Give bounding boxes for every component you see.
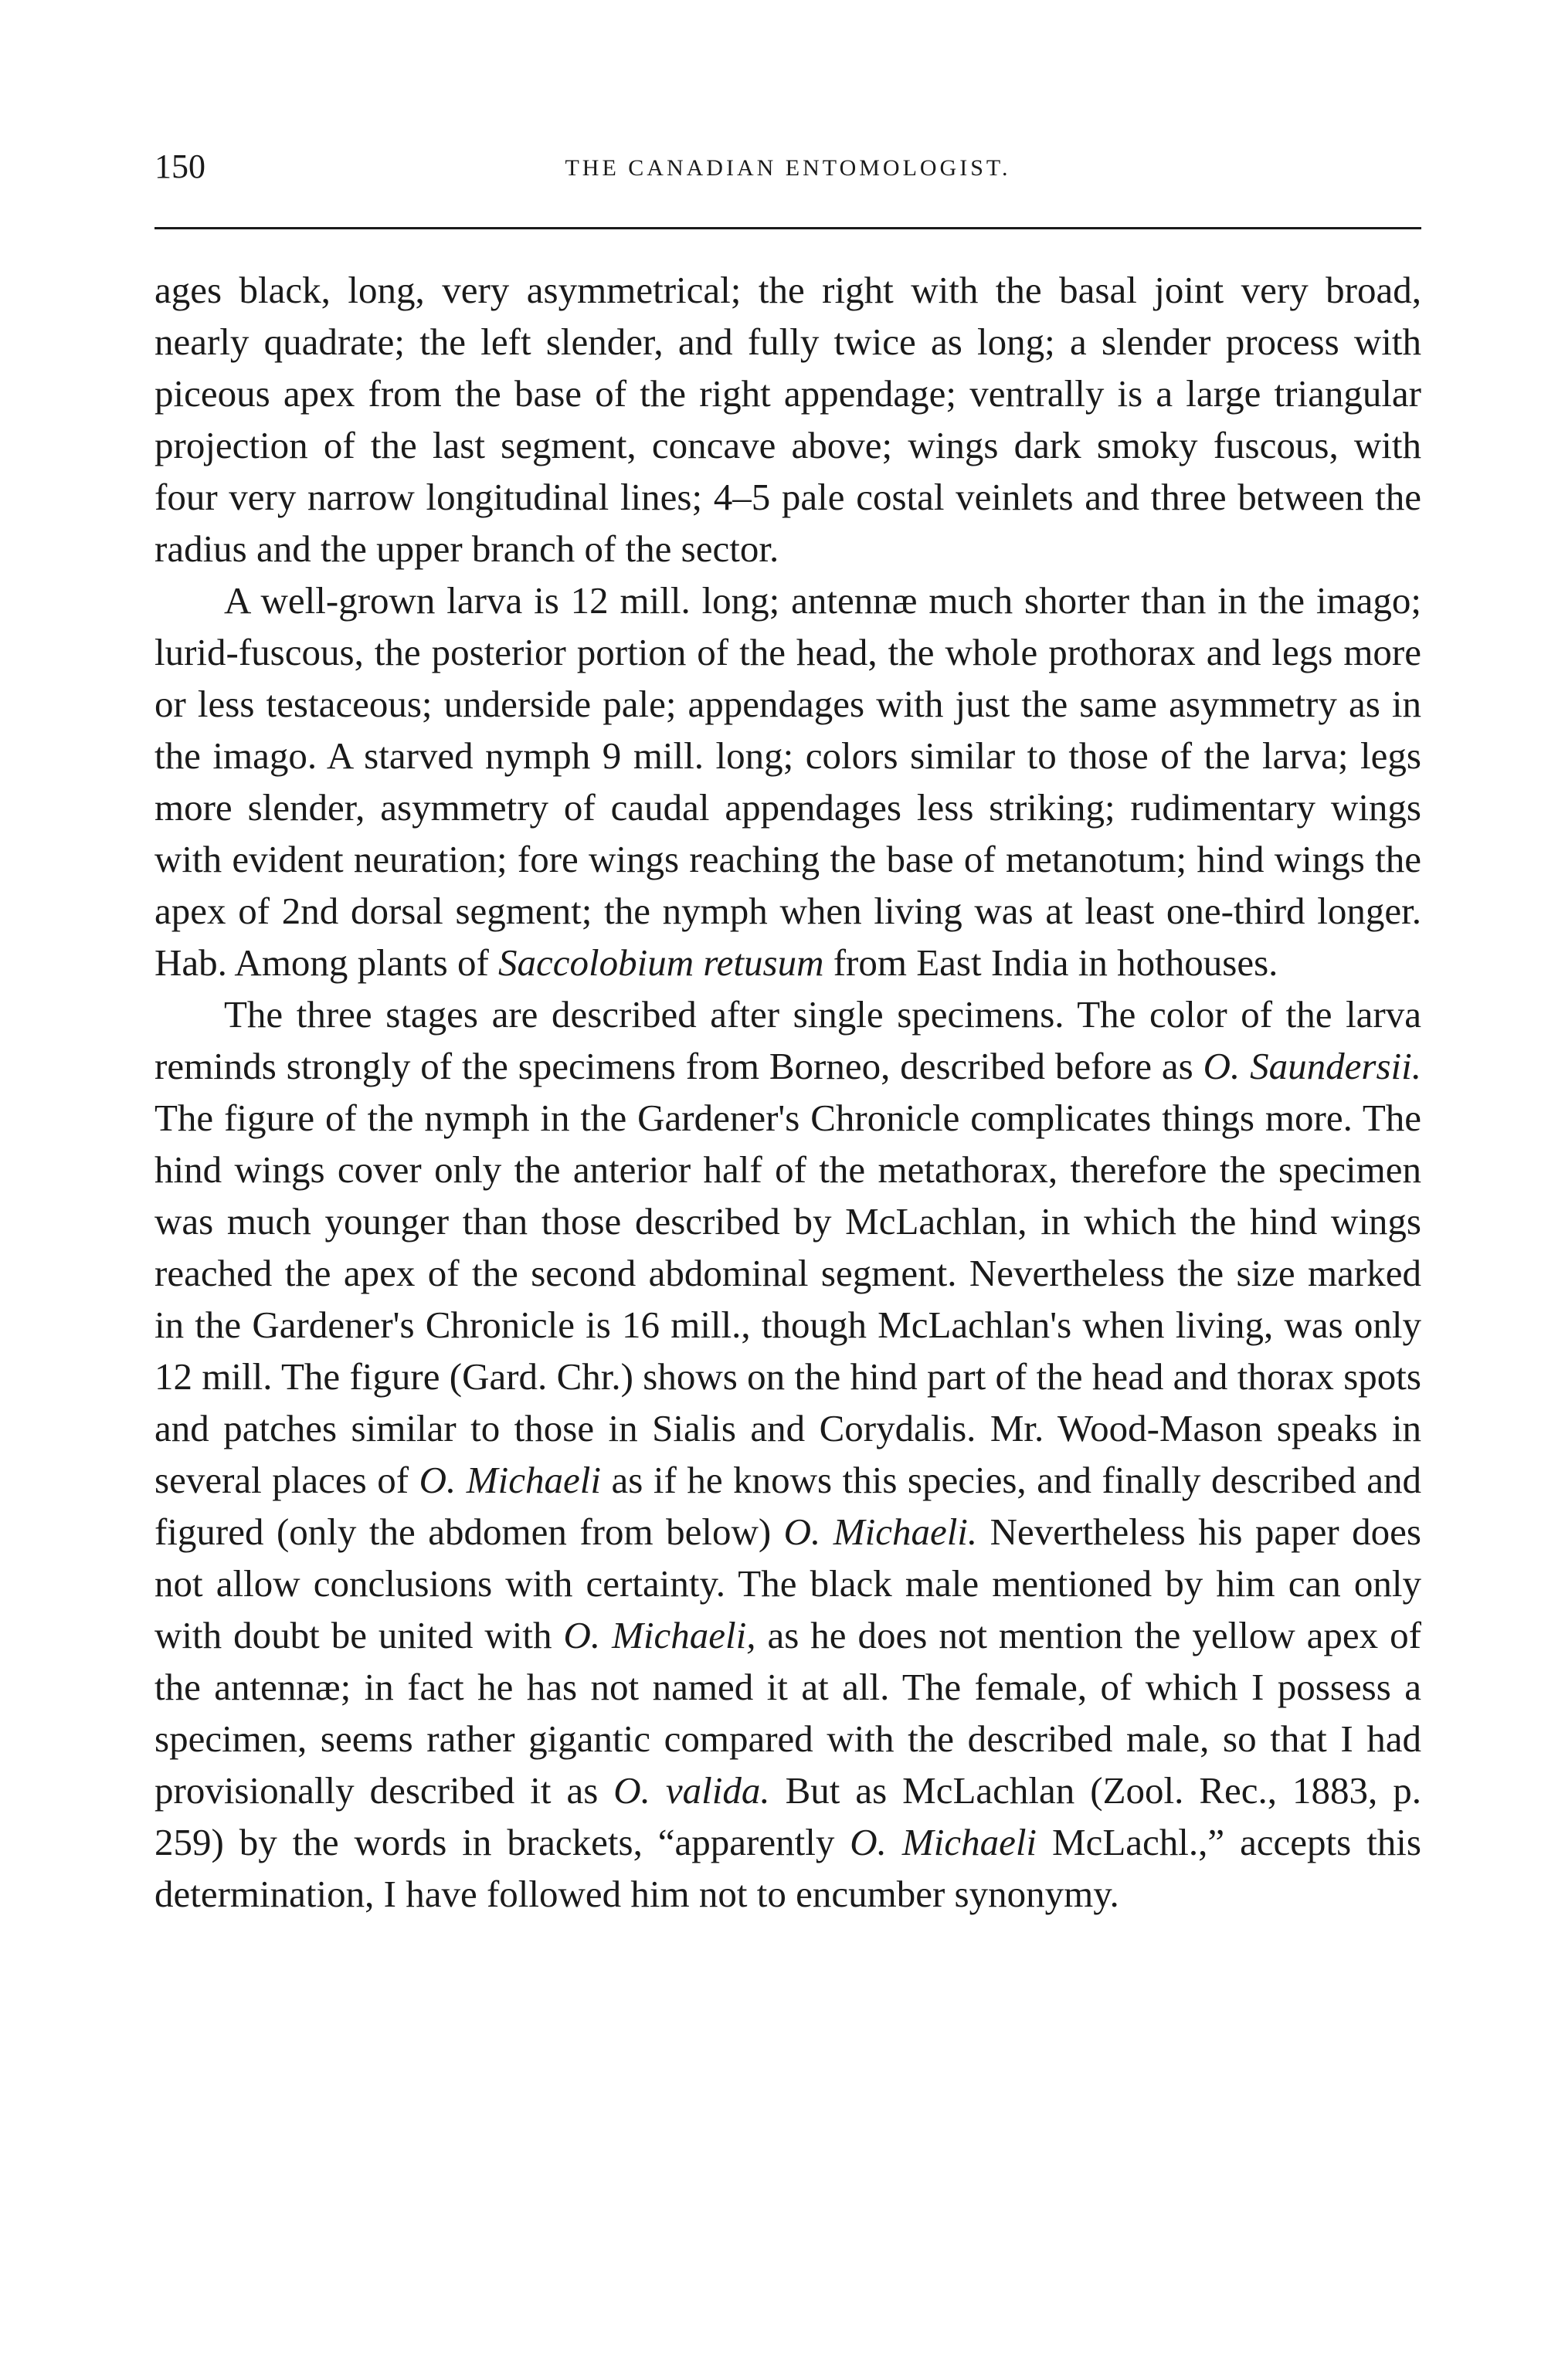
text-run: The figure of the nymph in the Gardener's Chronicle complicates things more. The hind wings cover only the anterior half of the metathorax, therefore the specimen was much younger than those described by McLachlan, in which the hind wings reached the apex of the second abdominal segment. Nevertheless the size marked in the Gardener's Chronicle is 16 mill., though McLachlan's when living, was only 12 mill. The figure (Gard. Chr.) shows on the hind part of the head and thorax spots and patches similar to those in Sialis and Corydalis. Mr. Wood-Mason speaks in several places of	[154, 1097, 1421, 1501]
running-title: THE CANADIAN ENTOMOLOGIST.	[565, 155, 1011, 181]
text-run: But as McLachlan (Zool. Rec., 1883, p. 259) by the words in brackets, “apparently	[154, 1769, 1421, 1863]
page-header	[154, 144, 1421, 190]
italic-text: O. Michaeli	[419, 1459, 601, 1501]
text-run: A well-grown larva is 12 mill. long; antennæ much shorter than in the imago; lurid-fuscous, the posterior portion of the head, the whole prothorax and legs more or less testaceous; underside pale; appendages with just the same asymmetry as in the imago. A starved nymph 9 mill. long; colors similar to those of the larva; legs more slender, asymmetry of caudal appendages less striking; rudimentary wings with evident neuration; fore wings reaching the base of metanotum; hind wings the apex of 2nd dorsal segment; the nymph when living was at least one-third longer. Hab. Among plants of	[154, 579, 1421, 984]
italic-text: O. valida.	[613, 1769, 770, 1812]
text-run: from East India in hothouses.	[823, 941, 1278, 984]
paragraph	[154, 575, 1421, 988]
text-run: as he does not mention the yellow apex of the antennæ; in fact he has not named it at all. The female, of which I possess a specimen, seems rather gigantic compared with the described male, so that I had provisionally described it as	[154, 1614, 1421, 1812]
paragraph	[154, 988, 1421, 1920]
text-run: ages black, long, very asymmetrical; the right with the basal joint very broad, nearly quadrate; the left slender, and fully twice as long; a slender process with piceous apex from the base of the right appendage; ventrally is a large triangular projection of the last segment, concave above; wings dark smoky fuscous, with four very narrow longitudinal lines; 4–5 pale costal veinlets and three between the radius and the upper branch of the sector.	[154, 269, 1421, 570]
italic-text: O. Saundersii.	[1203, 1045, 1421, 1087]
paragraph	[154, 264, 1421, 575]
page-number: 150	[154, 147, 205, 185]
italic-text: Saccolobium retusum	[498, 941, 824, 984]
italic-text: O. Michaeli.	[783, 1510, 978, 1553]
body-text	[154, 264, 1421, 1920]
text-run: McLachl.,” accepts this determination, I have followed him not to encumber synonymy.	[154, 1821, 1421, 1915]
italic-text: O. Michaeli	[850, 1821, 1037, 1863]
text-run: Nevertheless his paper does not allow conclusions with certainty. The black male mentioned by him can only with doubt be united with	[154, 1510, 1421, 1656]
header-rule	[154, 227, 1421, 229]
italic-text: O. Michaeli,	[563, 1614, 756, 1656]
text-run: The three stages are described after single specimens. The color of the larva reminds strongly of the specimens from Borneo, described before as	[154, 993, 1421, 1087]
text-run: as if he knows this species, and finally described and figured (only the abdomen from below)	[154, 1459, 1421, 1553]
